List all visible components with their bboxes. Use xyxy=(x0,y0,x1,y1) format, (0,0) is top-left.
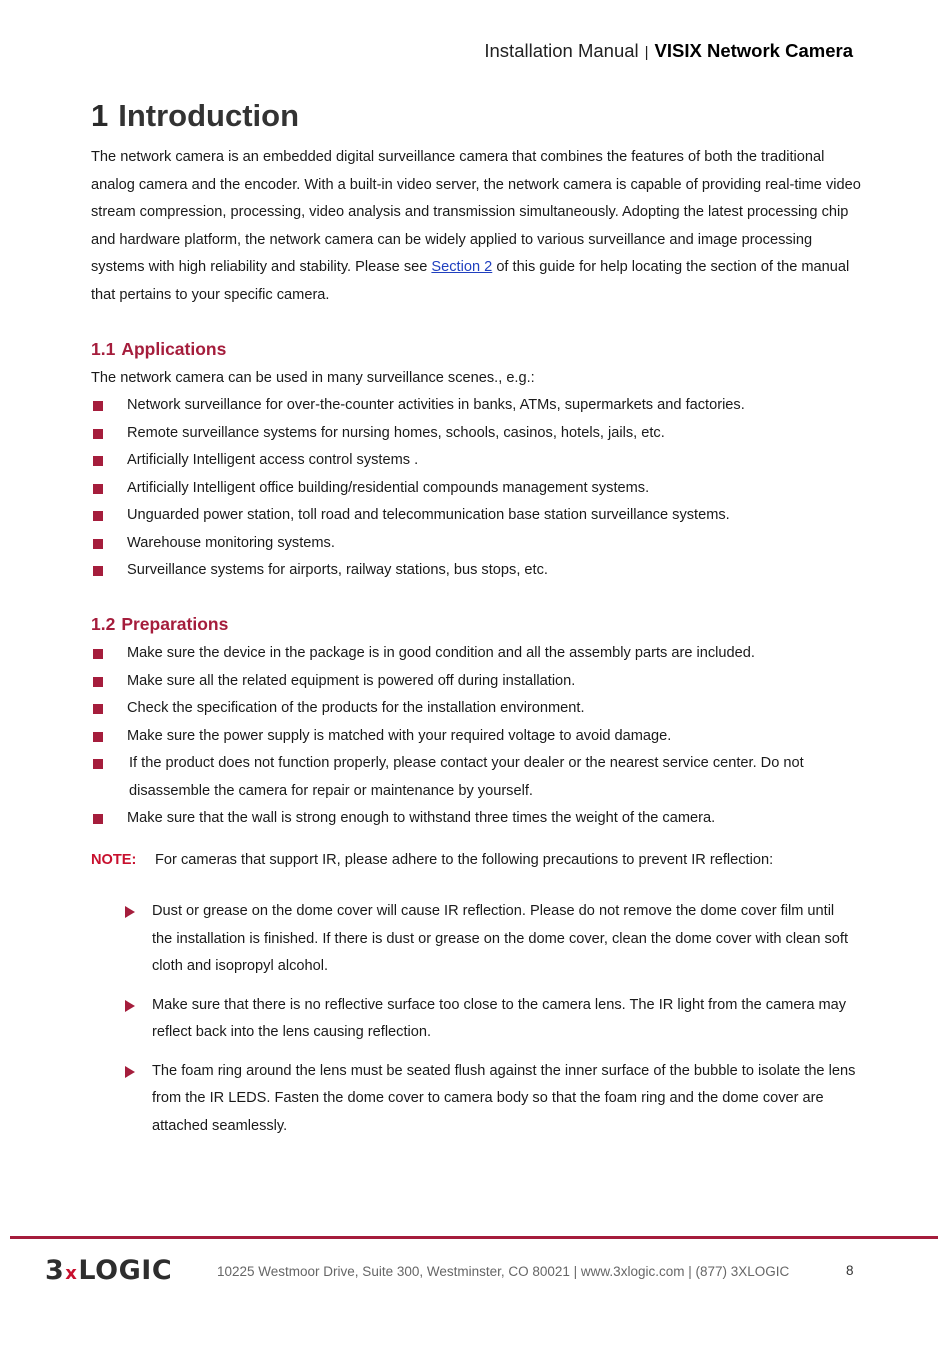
section-1-1-heading xyxy=(91,339,226,360)
triangle-bullet-icon xyxy=(125,1000,135,1012)
triangle-bullet-icon xyxy=(125,1066,135,1078)
preparations-list xyxy=(91,640,861,833)
section-number: 1.2 xyxy=(91,614,116,634)
section-1-heading xyxy=(91,98,299,134)
section-title: Preparations xyxy=(121,614,229,634)
list-item: Unguarded power station, toll road and telecommunication base station surveillance systems. xyxy=(91,502,861,530)
square-bullet-icon xyxy=(93,566,103,576)
note-label: NOTE: xyxy=(91,852,137,868)
square-bullet-icon xyxy=(93,511,103,521)
list-item: Remote surveillance systems for nursing homes, schools, casinos, hotels, jails, etc. xyxy=(91,420,861,448)
list-item: Artificially Intelligent access control systems . xyxy=(91,447,861,475)
footer-address: 10225 Westmoor Drive, Suite 300, Westminster, CO 80021 | www.3xlogic.com | (877) 3XLOGIC xyxy=(217,1264,790,1279)
list-item: Make sure all the related equipment is powered off during installation. xyxy=(91,668,861,696)
list-item: The foam ring around the lens must be seated flush against the inner surface of the bubble to isolate the lens from the IR LEDS. Fasten the dome cover to camera body so that the foam ring and the dome cover are attached seamlessly. xyxy=(123,1058,858,1141)
list-item: Surveillance systems for airports, railway stations, bus stops, etc. xyxy=(91,557,861,585)
list-item: Warehouse monitoring systems. xyxy=(91,530,861,558)
square-bullet-icon xyxy=(93,429,103,439)
applications-list xyxy=(91,392,861,585)
header-separator: | xyxy=(644,44,649,61)
square-bullet-icon xyxy=(93,456,103,466)
section-number: 1.1 xyxy=(91,339,116,359)
square-bullet-icon xyxy=(93,814,103,824)
footer-divider xyxy=(10,1236,938,1239)
intro-text-tail: of this guide for help locating the section of the manual that pertains to your specific camera. xyxy=(91,259,850,303)
list-item: Check the specification of the products for the installation environment. xyxy=(91,695,861,723)
list-item: Dust or grease on the dome cover will cause IR reflection. Please do not remove the dome cover film until the installation is finished. If there is dust or grease on the dome cover, clean the dome cover with clean soft cloth and isopropyl alcohol. xyxy=(123,898,858,981)
list-item: Make sure the power supply is matched with your required voltage to avoid damage. xyxy=(91,723,861,751)
section-1-2-heading xyxy=(91,614,228,635)
applications-intro: The network camera can be used in many surveillance scenes., e.g.: xyxy=(91,370,535,386)
section-title: Introduction xyxy=(118,98,300,133)
list-item: If the product does not function properly, please contact your dealer or the nearest service center. Do not disassemble the camera for repair or maintenance by yourself. xyxy=(91,750,861,805)
list-item: Network surveillance for over-the-counter activities in banks, ATMs, supermarkets and factories. xyxy=(91,392,861,420)
company-logo: 3xLOGIC xyxy=(45,1255,173,1286)
list-item: Make sure the device in the package is in good condition and all the assembly parts are included. xyxy=(91,640,861,668)
note-line xyxy=(91,847,773,875)
intro-paragraph xyxy=(91,144,861,309)
intro-text: The network camera is an embedded digital surveillance camera that combines the features of both the traditional analog camera and the encoder. With a built-in video server, the network camera is capable of providing real-time video stream compression, processing, video analysis and transmission simultaneously. Adopting the latest processing chip and hardware platform, the network camera can be widely applied to various surveillance and image processing systems with high reliability and stability. Please see xyxy=(91,149,861,275)
square-bullet-icon xyxy=(93,484,103,494)
page-number: 8 xyxy=(846,1263,854,1278)
square-bullet-icon xyxy=(93,677,103,687)
section-number: 1 xyxy=(91,98,109,133)
page-header xyxy=(484,40,853,62)
product-name: VISIX Network Camera xyxy=(654,40,853,61)
list-item: Make sure that the wall is strong enough to withstand three times the weight of the camera. xyxy=(91,805,861,833)
section-title: Applications xyxy=(121,339,227,359)
square-bullet-icon xyxy=(93,539,103,549)
square-bullet-icon xyxy=(93,732,103,742)
note-text: For cameras that support IR, please adhere to the following precautions to prevent IR reflection: xyxy=(155,852,774,868)
section-2-link[interactable]: Section 2 xyxy=(431,259,493,275)
ir-precautions-list xyxy=(123,898,858,1151)
square-bullet-icon xyxy=(93,401,103,411)
list-item: Artificially Intelligent office building/residential compounds management systems. xyxy=(91,475,861,503)
square-bullet-icon xyxy=(93,759,103,769)
doc-title: Installation Manual xyxy=(484,40,639,61)
square-bullet-icon xyxy=(93,704,103,714)
list-item: Make sure that there is no reflective surface too close to the camera lens. The IR light from the camera may reflect back into the lens causing reflection. xyxy=(123,992,858,1047)
square-bullet-icon xyxy=(93,649,103,659)
triangle-bullet-icon xyxy=(125,906,135,918)
